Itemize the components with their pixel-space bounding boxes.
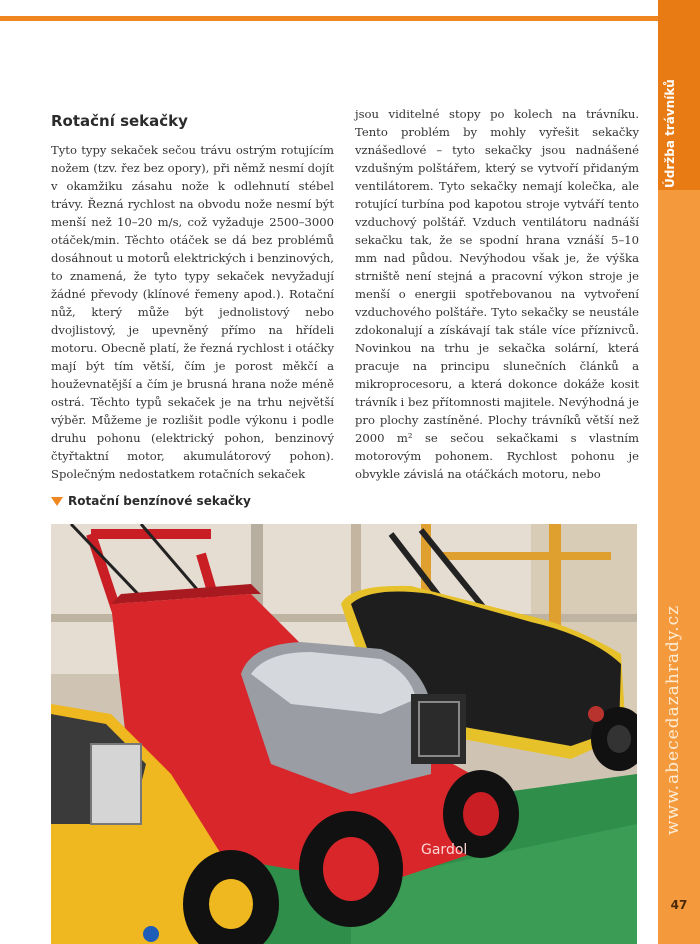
mower-photo — [51, 524, 637, 944]
text-column-left — [51, 141, 334, 483]
article-heading: Rotační sekačky — [51, 112, 188, 130]
page-number: 47 — [670, 898, 688, 912]
paragraph-right: jsou viditelné stopy po kolech na trávníku. Tento problém by mohly vyřešit sekačky vznášedlové – tyto sekačky jsou nadnášené vzdušným polštářem, který se vytvoří přidaným ventilátorem. Tyto sekačky nemají kolečka, ale rotující turbína pod kapotou stroje vytváří tento vzduchový polštář. Vzduch ventilátoru nadnáší sekačku tak, že se spodní hrana vznáší 5–10 mm nad půdou. Nevýhodou však je, že výška strniště není stejná a pracovní výkon stroje je menší o energii spotřebovanou na vytvoření vzduchového polštáře. Tyto sekačky se neustále zdokonalují a získávají tak stále více příznivců. Novinkou na trhu je sekačka solární, která pracuje na principu slunečních článků a mikroprocesoru, a která dokonce dokáže kosit trávník i bez přítomnosti majitele. Nevýhodná je pro plochy zastíněné. Plochy trávníků větší než 2000 m² se sečou sekačkami s vlastním motorovým pohonem. Rychlost pohonu je obvykle závislá na otáčkách motoru, nebo — [355, 107, 639, 481]
caption-text: Rotační benzínové sekačky — [68, 494, 251, 508]
website-url: www.abecedazahrady.cz — [663, 604, 683, 836]
paragraph-left: Tyto typy sekaček sečou trávu ostrým rotujícím nožem (tzv. řez bez opory), při němž nesmí dojít v okamžiku zásahu nože k odlehnutí stébel trávy. Řezná rychlost na obvodu nože nesmí být menší než 10–20 m/s, což vyžaduje 2500–3000 otáček/min. Těchto otáček se dá bez problémů dosáhnout u motorů elektrických i benzinových, to znamená, že tyto typy sekaček nevyžadují žádné převody (klínové řemeny apod.). Rotační nůž, který může být jednolistový nebo dvojlistový, je upevněný přímo na hřídeli motoru. Obecně platí, že řezná rychlost i otáčky mají být tím větší, čím je porost měkčí a houževnatější a čím je brusná hrana nože méně ostrá. Těchto typů sekaček je na trhu největší výběr. Můžeme je rozlišit podle výkonu i podle druhu pohonu (elektrický pohon, benzinový čtyřtaktní motor, akumulátorový pohon). Společným nedostatkem rotačních sekaček — [51, 143, 334, 481]
mower-brand-text: Gardol — [421, 842, 468, 858]
top-rule — [0, 16, 658, 21]
section-label: Údržba trávníků — [663, 79, 677, 188]
text-column-right — [355, 105, 639, 483]
figure-caption — [51, 494, 251, 508]
caption-triangle-icon — [51, 497, 63, 506]
